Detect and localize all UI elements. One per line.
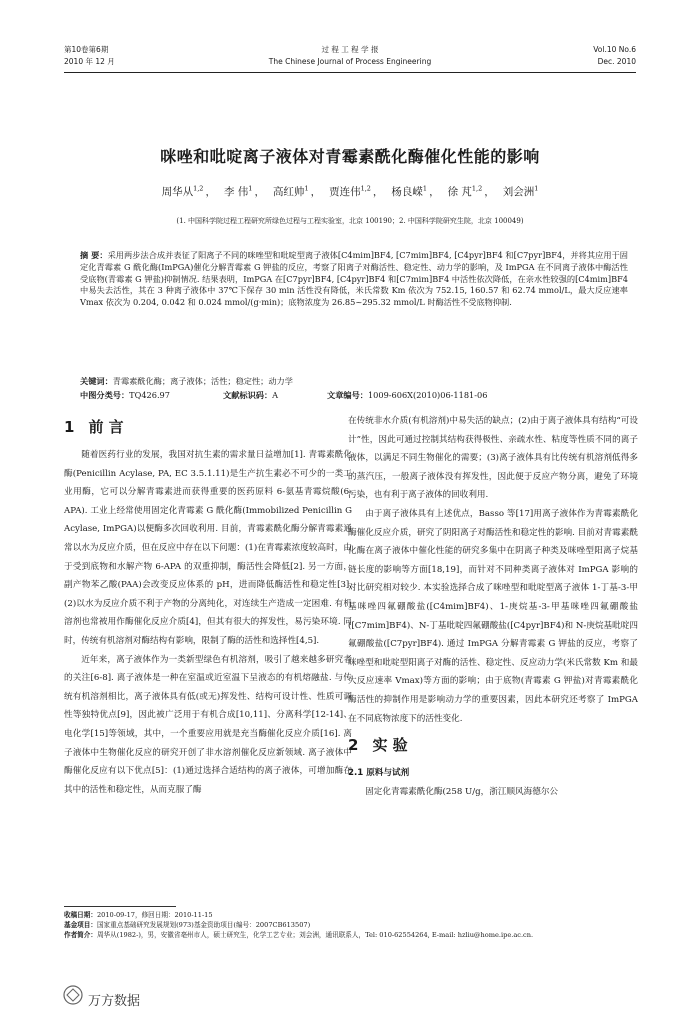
author-affiliation-mark: 1,2	[471, 184, 483, 193]
paragraph: 在传统非水介质(有机溶剂)中易失活的缺点；(2)由于离子液体具有结构“可设计”性，因此可通过控制其结构获得极性、亲疏水性、粘度等性质不同的离子液体，以满足不同生物催化的需要；(3)离子液体具有比传统有机溶剂低得多的蒸汽压，一般离子液体没有挥发性，因此便于反应产物分离，避免了环境污染，也有利于离子液体的回收利用.	[348, 416, 638, 501]
author-affiliation-mark: 1	[304, 184, 309, 193]
author-name: 高红帅$^1$	[272, 184, 309, 198]
section-1-title: 前 言	[88, 418, 124, 436]
article-number: 1009-606X(2010)06-1181-06	[367, 390, 488, 400]
header-volume-cn: 第10卷第6期	[64, 45, 109, 54]
author-affiliation-mark: 1	[248, 184, 253, 193]
clc-label: 中图分类号：	[80, 390, 130, 400]
doc-code: A	[272, 390, 279, 400]
footnote-author	[64, 930, 640, 940]
paper-title: 咪唑和吡啶离子液体对青霉素酰化酶催化性能的影响	[160, 147, 540, 166]
section-2-number: 2	[348, 736, 359, 755]
header-rule	[64, 72, 636, 73]
keywords	[80, 376, 628, 388]
left-column	[64, 412, 352, 799]
paragraph: 随着医药行业的发展，我国对抗生素的需求量日益增加[1]. 青霉素酰化酶(Penicillin Acylase, PA, EC 3.5.1.11)是生产抗生素必不可少的一类工业用酶，它可以分解青霉素进而获得重要的医药原料 6-氨基青霉烷酸(6-APA). 工业上经常使用固定化青霉素 G 酰化酶(Immobilized Penicillin G Acylase, ImPGA)以便酶多次回收利用. 目前，青霉素酰化酶分解青霉素通常以水为反应介质，但在反应中存在以下问题：(1)在青霉素浓度较高时，由于受到底物和水解产物 6-APA 的双重抑制，酶活性会降低[2]. 另一方面，副产物苯乙酸(PAA)会改变反应体系的 pH，进而降低酶活性和稳定性[3]. (2)以水为反应介质不利于产物的分离纯化，对连续生产造成一定困难. 有机溶剂也常被用作酶催化反应介质[4]，但其有很大的挥发性，易污染环境. 同时，传统有机溶剂对酶结构有影响，限制了酶的活性和选择性[4,5].	[64, 450, 352, 646]
running-header	[64, 44, 636, 70]
footnote-fund	[64, 920, 640, 930]
section-2-title: 实 验	[372, 736, 408, 755]
abstract-text: 采用两步法合成并表征了阳离子不同的咪唑型和吡啶型离子液体[C4mim]BF4, [C7mim]BF4, [C4pyr]BF4 和[C7pyr]BF4，并将其应用于固定化青霉素 G 酰化酶(ImPGA)催化分解青霉素 G 钾盐的反应，考察了阳离子对酶活性、稳定性、动力学的影响，及 ImPGA 在不同离子液体中酶活性受底物(青霉素 G 钾盐)抑制情况. 结果表明，ImPGA 在[C7pyr]BF4, [C4pyr]BF4 和[C7mim]BF4 中活性依次降低，在亲水性较强的[C4mim]BF4 中易失去活性，其在 3 种离子液体中 37℃下保存 30 min 活性没有降低，米氏常数 Km 依次为 752.15, 160.57 和 62.74 mmol/L，最大反应速率 Vmax 依次为 0.204, 0.042 和 0.024 mmol/(g·min)；底物浓度为 26.85~295.32 mmol/L 时酶活性不受底物抑制.	[80, 250, 628, 308]
author-affiliation-mark: 1	[534, 184, 539, 193]
doc-code-group	[223, 390, 278, 402]
author-affiliation-mark: 1,2	[193, 184, 204, 193]
wanfang-logo-icon	[62, 984, 84, 1006]
author-affiliation-mark: 1,2	[360, 184, 371, 193]
author-list: 周华从$^{1,2}$ ， 李 伟$^1$ ， 高红帅$^1$ ， 贾连伟$^{1,2}$ ， 杨良嵘$^1$ ， 徐 芃$^{1,2}$ ， 刘会洲$^1$	[161, 184, 539, 198]
received-label: 收稿日期：	[64, 911, 97, 919]
header-date-en: Dec. 2010	[597, 57, 636, 66]
abstract	[80, 250, 628, 309]
subsection-2-1-heading: 2.1 原料与试剂	[348, 768, 410, 779]
author-name: 李 伟$^1$	[223, 184, 253, 198]
footnotes	[64, 910, 640, 940]
paragraph: 近年来，离子液体作为一类新型绿色有机溶剂，吸引了越来越多研究者的关注[6-8]. 离子液体是一种在室温或近室温下呈液态的有机熔融盐. 与传统有机溶剂相比，离子液体具有低(或无)挥发性、结构可设计性、性质可调性等独特优点[9]，因此被广泛用于有机合成[10,11]、分离科学[12-14]、电化学[15]等领域，其中，一个重要应用就是充当酶催化反应介质[16]. 离子液体中生物催化反应的研究开创了非水溶剂催化反应新领域. 离子液体中酶催化反应有以下优点[5]：(1)通过选择合适结构的离子液体，可增加酶在其中的活性和稳定性，从而克服了酶	[64, 654, 352, 795]
affiliation: (1. 中国科学院过程工程研究所绿色过程与工程实验室，北京 100190；2. 中国科学院研究生院，北京 100049)	[176, 217, 524, 225]
header-date-cn: 2010 年 12 月	[64, 57, 115, 66]
right-column	[348, 412, 638, 801]
author-name: 刘会洲$^1$	[502, 184, 539, 198]
header-center	[64, 44, 636, 68]
watermark-brand: 万方数据	[88, 994, 141, 1009]
paragraph: 固定化青霉素酰化酶(258 U/g，浙江顺风海德尔公	[365, 786, 559, 797]
footnote-rule	[64, 906, 176, 907]
article-label: 文章编号：	[327, 390, 368, 400]
section-2-heading	[348, 734, 638, 756]
author-name: 贾连伟$^{1,2}$	[329, 184, 371, 198]
author-name: 徐 芃$^{1,2}$	[447, 184, 483, 198]
author-info-label: 作者简介：	[64, 931, 97, 939]
author-name: 杨良嵘$^1$	[391, 184, 428, 198]
fund-text: 国家重点基础研究发展规划(973)基金资助项目(编号：2007CB613507)	[96, 921, 311, 929]
classification-line	[80, 390, 628, 402]
author-name: 周华从$^{1,2}$	[161, 184, 204, 198]
article-no-group	[327, 390, 487, 402]
journal-name-en: The Chinese Journal of Process Engineering	[268, 57, 432, 66]
author-info-text: 周华从(1982-)，男，安徽省亳州市人，硕士研究生，化学工艺专业；刘会洲，通讯联系人，Tel: 010-62554264, E-mail: hzliu@home.ipe.ac.cn.	[96, 931, 534, 939]
fund-label: 基金项目：	[64, 921, 97, 929]
section-1-number: 1	[64, 418, 75, 436]
doc-label: 文献标识码：	[223, 390, 273, 400]
header-right	[593, 44, 636, 68]
paragraph: 由于离子液体具有上述优点，Basso 等[17]用离子液体作为青霉素酰化酶催化反应介质，研究了阴阳离子对酶活性和稳定性的影响. 目前对青霉素酰化酶在离子液体中催化性能的研究多集中在阴离子种类及咪唑型阳离子烷基链长度的影响等方面[18,19]，而针对不同种类离子液体对 ImPGA 影响的对比研究相对较少. 本实验选择合成了咪唑型和吡啶型离子液体 1-丁基-3-甲基咪唑四氟硼酸盐([C4mim]BF4)、1-庚烷基-3-甲基咪唑四氟硼酸盐([C7mim]BF4)、N-丁基吡啶四氟硼酸盐([C4pyr]BF4)和 N-庚烷基吡啶四氟硼酸盐([C7pyr]BF4). 通过 ImPGA 分解青霉素 G 钾盐的反应，考察了咪唑型和吡啶型阳离子对酶的活性、稳定性、反应动力学(米氏常数 Km 和最大反应速率 Vmax)等方面的影响；由于底物(青霉素 G 钾盐)对青霉素酰化酶活性的抑制作用是影响动力学的重要因素，因此本研究还考察了 ImPGA 在不同底物浓度下的活性变化.	[348, 508, 638, 724]
abstract-label: 摘 要：	[80, 250, 108, 260]
journal-name-cn: 过 程 工 程 学 报	[321, 45, 379, 54]
footnote-received	[64, 910, 640, 920]
author-affiliation-mark: 1	[422, 184, 428, 193]
clc-code: TQ426.97	[129, 390, 170, 400]
keywords-label: 关键词：	[80, 376, 113, 386]
section-1-heading	[64, 416, 352, 438]
received-dates: 2010-09-17，修回日期：2010-11-15	[96, 911, 213, 919]
keywords-text: 青霉素酰化酶；离子液体；活性；稳定性；动力学	[112, 376, 293, 386]
header-volume-en: Vol.10 No.6	[593, 45, 636, 54]
